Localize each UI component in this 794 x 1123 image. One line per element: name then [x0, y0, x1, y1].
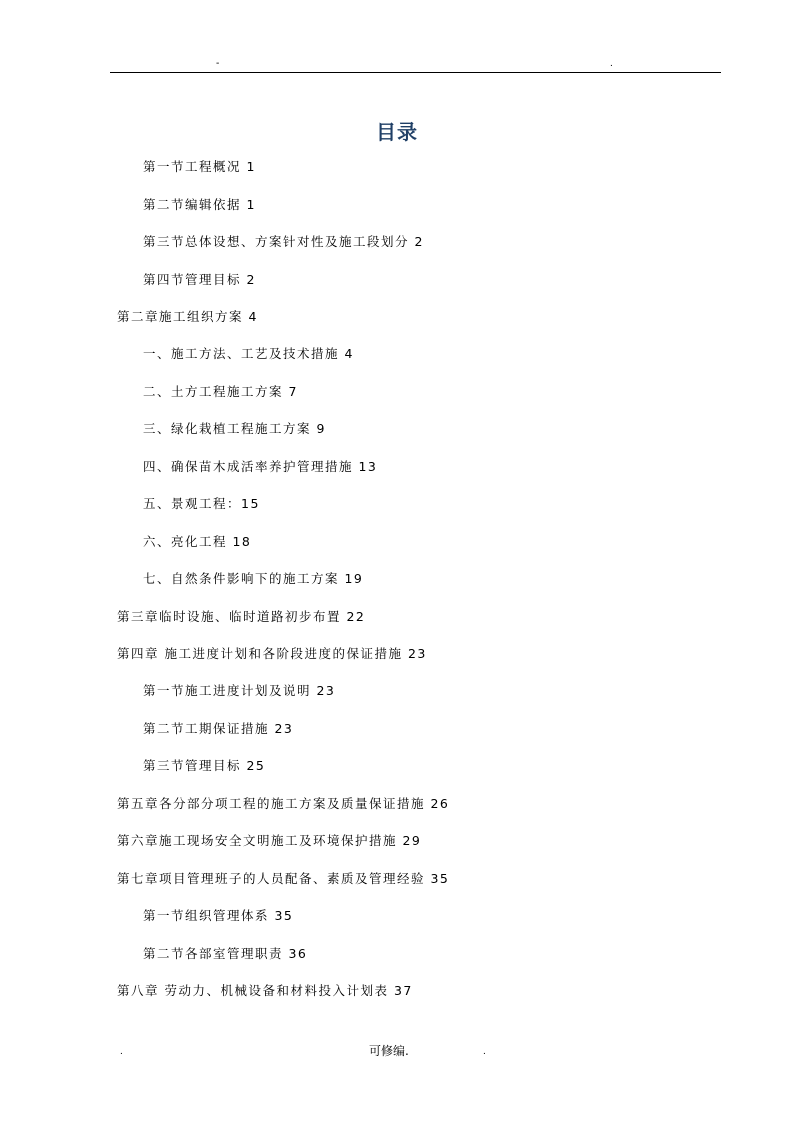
- toc-entry[interactable]: 第七章项目管理班子的人员配备、素质及管理经验 35: [117, 871, 450, 886]
- toc-entry[interactable]: 五、景观工程：15: [143, 496, 260, 511]
- header-right-mark: .: [610, 58, 613, 69]
- toc-entry[interactable]: 四、确保苗木成活率养护管理措施 13: [143, 459, 378, 474]
- toc-entry[interactable]: 第一节施工进度计划及说明 23: [143, 683, 336, 698]
- toc-entry[interactable]: 第五章各分部分项工程的施工方案及质量保证措施 26: [117, 796, 450, 811]
- toc-entry[interactable]: 第六章施工现场安全文明施工及环境保护措施 29: [117, 833, 422, 848]
- footer-right-mark: .: [483, 1046, 486, 1057]
- toc-entry[interactable]: 第三章临时设施、临时道路初步布置 22: [117, 609, 366, 624]
- toc-entry[interactable]: 第二节编辑依据 1: [143, 197, 256, 212]
- footer-text: 可修编.: [369, 1044, 409, 1058]
- toc-entry[interactable]: 第一节组织管理体系 35: [143, 908, 294, 923]
- toc-entry[interactable]: 第二节工期保证措施 23: [143, 721, 294, 736]
- header-left-mark: -: [216, 58, 220, 69]
- toc-entry[interactable]: 第一节工程概况 1: [143, 159, 256, 174]
- toc-entry[interactable]: 第四章 施工进度计划和各阶段进度的保证措施 23: [117, 646, 427, 661]
- toc-entry[interactable]: 一、施工方法、工艺及技术措施 4: [143, 346, 354, 361]
- toc-entry[interactable]: 二、土方工程施工方案 7: [143, 384, 298, 399]
- toc-entry[interactable]: 六、亮化工程 18: [143, 534, 252, 549]
- toc-entry[interactable]: 第三节管理目标 25: [143, 758, 266, 773]
- toc-entry[interactable]: 第二节各部室管理职责 36: [143, 946, 308, 961]
- toc-entry[interactable]: 第四节管理目标 2: [143, 272, 256, 287]
- toc-entry[interactable]: 第八章 劳动力、机械设备和材料投入计划表 37: [117, 983, 413, 998]
- toc-entry[interactable]: 第二章施工组织方案 4: [117, 309, 258, 324]
- toc-entry[interactable]: 三、绿化栽植工程施工方案 9: [143, 421, 326, 436]
- toc-entry[interactable]: 第三节总体设想、方案针对性及施工段划分 2: [143, 234, 424, 249]
- toc-title: 目录: [376, 120, 418, 144]
- footer-left-mark: .: [120, 1046, 123, 1057]
- toc-entry[interactable]: 七、自然条件影响下的施工方案 19: [143, 571, 364, 586]
